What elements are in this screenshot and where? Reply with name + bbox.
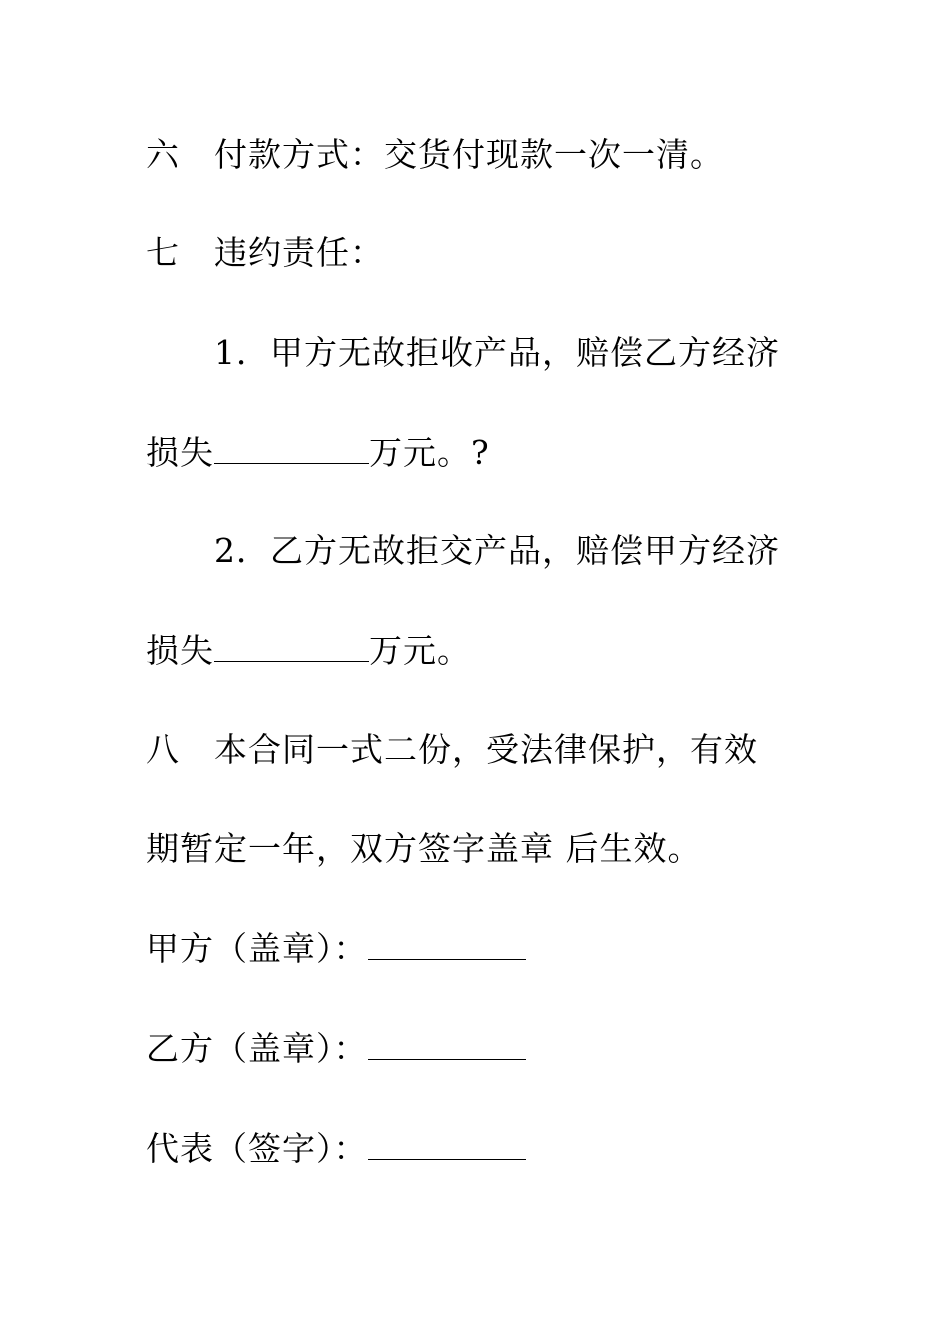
signature-party-a — [146, 929, 526, 969]
signature-blank — [368, 933, 526, 960]
amount-blank — [214, 437, 369, 464]
clause-text: 损失 — [146, 631, 214, 670]
section-number: 七 — [146, 233, 180, 272]
section-seven — [146, 233, 384, 273]
signature-representative — [146, 1129, 526, 1169]
amount-blank — [214, 635, 369, 662]
clause-text: 损失 — [146, 433, 214, 472]
signature-label: 乙方（盖章）： — [146, 1029, 368, 1068]
clause-1-line-2 — [146, 433, 490, 473]
signature-label: 代表（签字）： — [146, 1129, 368, 1168]
clause-2-line-2 — [146, 631, 471, 671]
section-eight-line-2 — [146, 829, 702, 869]
clause-text: 万元。? — [369, 433, 490, 472]
section-text: 违约责任： — [214, 233, 384, 272]
section-text: 本合同一式二份，受法律保护，有效 — [214, 730, 758, 769]
clause-text: 2．乙方无故拒交产品，赔偿甲方经济 — [214, 531, 780, 570]
clause-text: 1．甲方无故拒收产品，赔偿乙方经济 — [214, 333, 780, 372]
signature-blank — [368, 1133, 526, 1160]
section-number: 八 — [146, 730, 180, 769]
section-text: 期暂定一年，双方签字盖章 后生效。 — [146, 829, 702, 868]
section-number: 六 — [146, 135, 180, 174]
clause-2-line-1 — [214, 531, 780, 571]
clause-1-line-1 — [214, 333, 780, 373]
signature-blank — [368, 1033, 526, 1060]
clause-text: 万元。 — [369, 631, 471, 670]
section-six — [146, 135, 724, 175]
signature-party-b — [146, 1029, 526, 1069]
section-eight-line-1 — [146, 730, 758, 770]
section-text: 付款方式：交货付现款一次一清。 — [214, 135, 724, 174]
signature-label: 甲方（盖章）： — [146, 929, 368, 968]
